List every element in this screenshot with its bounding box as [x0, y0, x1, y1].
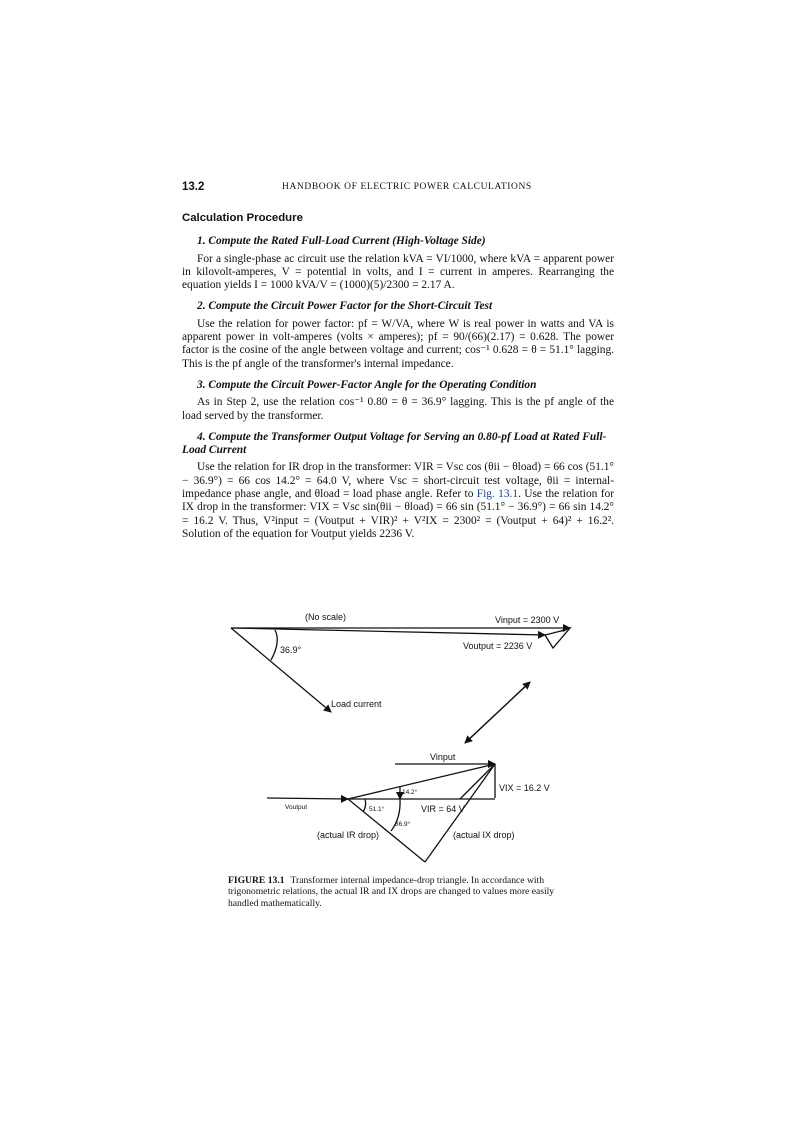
angle-142-label: 14.2° — [402, 789, 418, 796]
section-title: Calculation Procedure — [182, 212, 303, 224]
step-2-body: Use the relation for power factor: pf = W/VA, where W is real power in watts and VA is apparent power in volt-amperes (volts × amperes); pf = 90/(66)(2.17) = 0.628. The power factor is the cosine of the angle between voltage and current; cos⁻¹ 0.628 = θ = 51.1° lagging. This is the pf angle of the transformer's internal impedance. — [182, 317, 614, 370]
v-ix-line-diagonal — [460, 764, 495, 799]
top-angle-arc — [271, 630, 277, 660]
step-2-heading: 2. Compute the Circuit Power Factor for the Short-Circuit Test — [197, 300, 493, 313]
v-output-label: Voutput — [285, 804, 308, 811]
page-header — [182, 181, 614, 197]
actual-ir-label: (actual IR drop) — [317, 830, 380, 840]
step-1-heading: 1. Compute the Rated Full-Load Current (High-Voltage Side) — [197, 235, 486, 248]
step-4-body-part-b: . Use the relation for IX drop in the transformer: VIX = Vsc sin(θii − θload) = 66 sin (51.1° − 36.9°) = 66 sin 14.2° = 16.2 V. Thus, V²input = (Voutput + VIR)² + V²IX = 2300² = (Voutput + 64)² + 16.2². Solution of the equation for Voutput yields 2236 V. — [182, 488, 614, 540]
caption-label: FIGURE 13.1 — [228, 875, 285, 886]
v-output-top-label: Voutput = 2236 V — [463, 641, 533, 651]
v-ir-label: VIR = 64 V — [421, 804, 465, 814]
page-number: 13.2 — [182, 181, 205, 193]
v-input-label: Vinput — [430, 752, 456, 762]
step-4-heading: 4. Compute the Transformer Output Voltage for Serving an 0.80-pf Load at Rated Full-Load Current — [182, 430, 607, 457]
angle-369-bottom-label: 36.9° — [395, 821, 411, 828]
v-ix-label: VIX = 16.2 V — [499, 783, 550, 793]
actual-ix-label: (actual IX drop) — [453, 830, 515, 840]
bottom-v-input-line — [348, 764, 495, 799]
main-content — [182, 212, 614, 549]
load-current-label: Load current — [331, 699, 382, 709]
caption-text: Transformer internal impedance-drop triangle. In accordance with trigonometric relations, the actual IR and IX drops are changed to values more easily handled mathematically. — [228, 875, 555, 909]
connector-arrow-up — [465, 682, 530, 743]
figure-13-1 — [225, 598, 585, 868]
angle-511-label: 51.1° — [369, 806, 385, 813]
step-4-body — [182, 461, 614, 541]
step-3-body: As in Step 2, use the relation cos⁻¹ 0.80 = θ = 36.9° lagging. This is the pf angle of the load served by the transformer. — [182, 396, 614, 422]
figure-caption — [228, 875, 568, 909]
step-4-body-part-a: Use the relation for IR drop in the transformer: VIR = Vsc cos (θii − θload) = 66 cos (51.1° − 36.9°) = 66 cos 14.2° = 64.0 V, where Vsc = short-circuit test voltage, θii = internal-impedance phase angle, and θload = load phase angle. Refer to — [182, 461, 614, 501]
running-title: HANDBOOK OF ELECTRIC POWER CALCULATIONS — [282, 182, 532, 192]
top-small-triangle — [545, 628, 570, 648]
no-scale-label: (No scale) — [305, 612, 347, 622]
load-current-line — [231, 628, 331, 712]
top-v-output-line — [231, 628, 545, 635]
bottom-v-output-line — [267, 798, 348, 799]
step-1-body: For a single-phase ac circuit use the relation kVA = VI/1000, where kVA = apparent power in kilovolt-amperes, V = potential in volts, and I = current in amperes. Rearranging the equation yields I = 1000 kVA/V = (1000)(5)/2300 = 2.17 A. — [182, 252, 614, 292]
step-3-heading: 3. Compute the Circuit Power-Factor Angle for the Operating Condition — [197, 378, 537, 391]
angle-369-top-label: 36.9° — [280, 645, 302, 655]
impedance-triangle-diagram — [225, 598, 585, 868]
angle-511-arc — [363, 799, 366, 812]
figure-link[interactable]: Fig. 13.1 — [476, 488, 519, 501]
v-input-top-label: Vinput = 2300 V — [495, 615, 560, 625]
